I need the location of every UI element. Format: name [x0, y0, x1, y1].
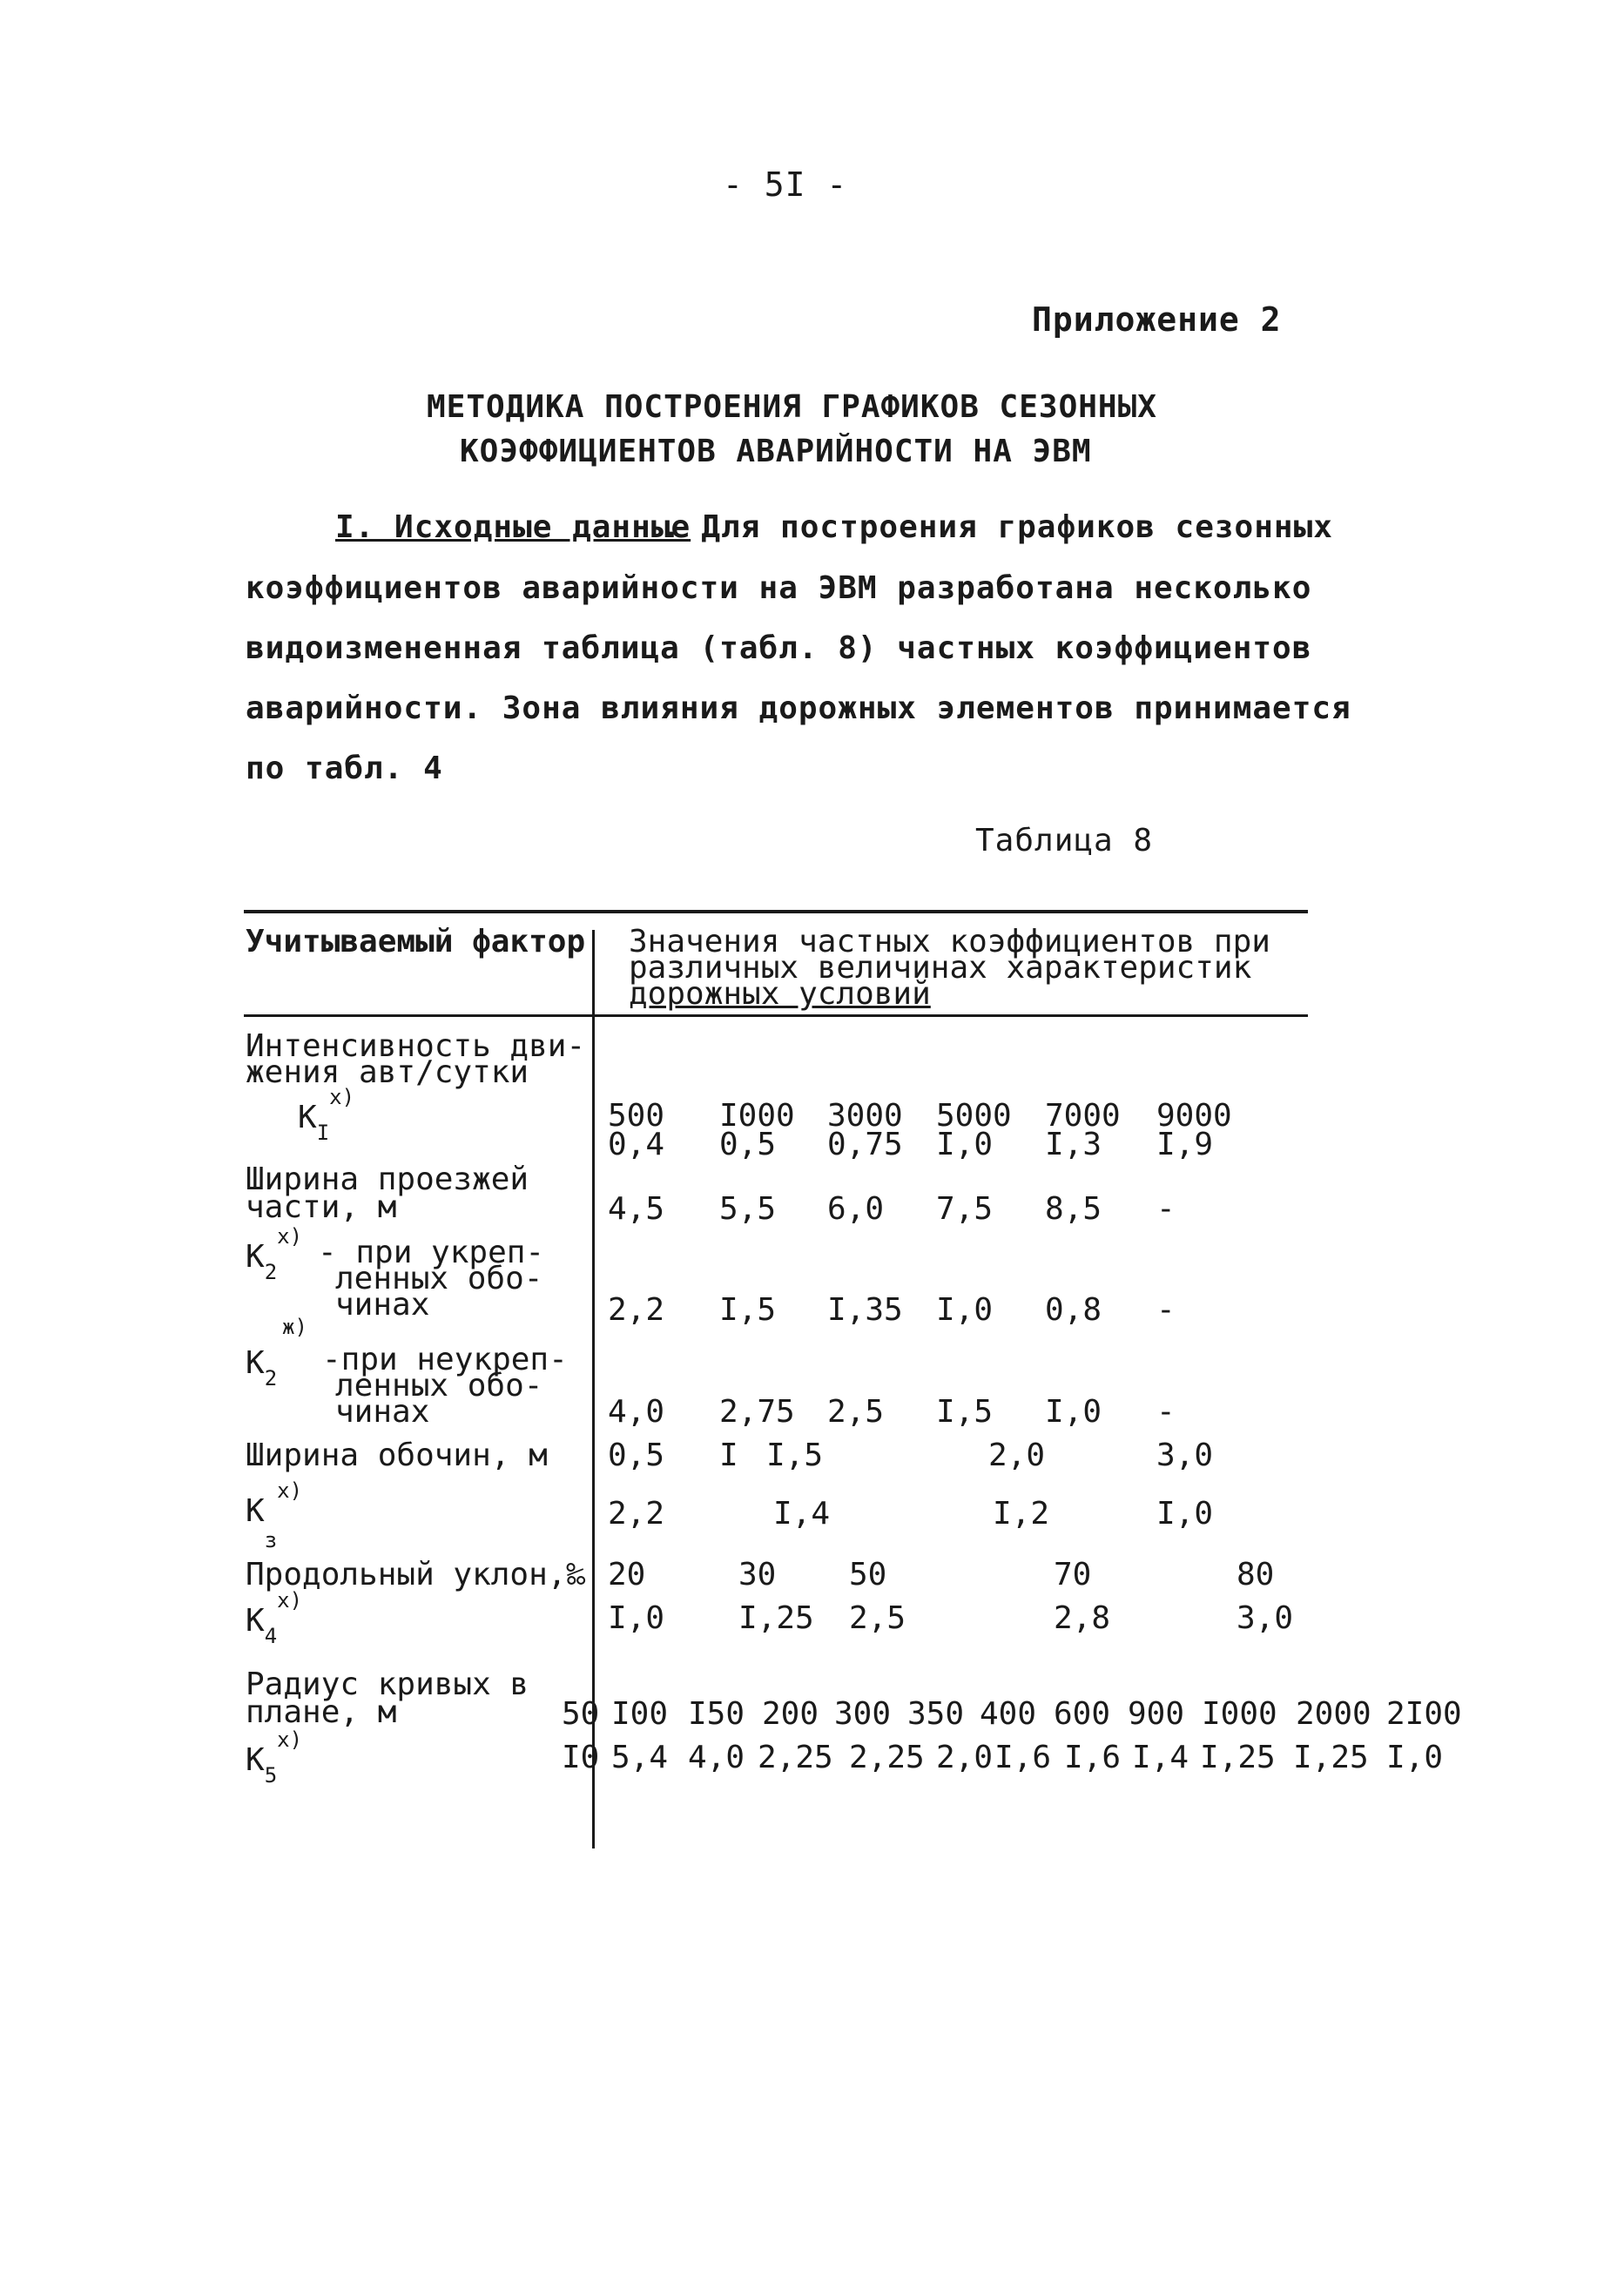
table-cell: 2,5: [849, 1600, 906, 1636]
table-cell: 2,8: [1054, 1600, 1111, 1636]
paragraph-line-1: . Для построения графиков сезонных: [662, 509, 1333, 545]
table-cell: 6,0: [827, 1191, 885, 1227]
table-cell: I,3: [1045, 1127, 1102, 1162]
paragraph-line-5: по табл. 4: [246, 751, 443, 786]
table-cell: 70: [1054, 1557, 1092, 1593]
table-cell: 2,2: [608, 1496, 665, 1532]
factor-k2-strengthened-label-3: чинах: [335, 1287, 430, 1323]
column-header-factor: Учитываемый фактор: [246, 924, 586, 960]
table-cell: 50: [849, 1557, 887, 1593]
table-cell: 4,5: [608, 1191, 665, 1227]
table-cell: I,35: [827, 1292, 903, 1328]
factor-k2-unstrengthened-label-3: чинах: [335, 1394, 430, 1430]
table-cell: I,0: [1156, 1496, 1214, 1532]
paragraph-line-3: видоизмененная таблица (табл. 8) частных коэффициентов: [246, 630, 1312, 666]
table-cell: 80: [1237, 1557, 1275, 1593]
table-cell: 0,8: [1045, 1292, 1102, 1328]
table-cell: 50: [562, 1696, 600, 1732]
table-cell: 500: [608, 1098, 665, 1134]
table-cell: 2,25: [849, 1740, 925, 1775]
title-line-1: МЕТОДИКА ПОСТРОЕНИЯ ГРАФИКОВ СЕЗОННЫХ: [427, 389, 1157, 425]
coefficient-k2b-symbol: ж): [282, 1315, 307, 1339]
title-line-2: КОЭФФИЦИЕНТОВ АВАРИЙНОСТИ НА ЭВМ: [460, 434, 1092, 469]
table-cell: 4,0: [688, 1740, 745, 1775]
table-cell: I50: [688, 1696, 745, 1732]
table-cell: 0,5: [608, 1438, 665, 1473]
paragraph-line-4: аварийности. Зона влияния дорожных элементов принимается: [246, 690, 1351, 726]
paragraph-line-2: коэффициентов аварийности на ЭВМ разработана несколько: [246, 570, 1312, 606]
factor-intensity-label-2: жения авт/сутки: [246, 1054, 529, 1090]
table-cell: 3,0: [1156, 1438, 1214, 1473]
table-cell: 2,75: [719, 1394, 795, 1430]
table-cell: I,9: [1156, 1127, 1214, 1162]
factor-shoulder-label: Ширина обочин, м: [246, 1438, 548, 1473]
table-cell: I,4: [773, 1496, 831, 1532]
table-cell: I,25: [1293, 1740, 1369, 1775]
factor-intensity-label-1: Интенсивность дви-: [246, 1028, 586, 1064]
coefficient-k2b-main: $К_2$: [246, 1345, 278, 1391]
factor-k2-strengthened-label-2: ленных обо-: [335, 1261, 543, 1296]
table-cell: I00: [611, 1696, 669, 1732]
table-cell: I,0: [608, 1600, 665, 1636]
factor-k2-strengthened-label-1: - при укреп-: [318, 1235, 545, 1270]
table-cell: 20: [608, 1557, 646, 1593]
table-cell: 4,0: [608, 1394, 665, 1430]
table-cell: I,25: [1200, 1740, 1276, 1775]
table-cell: 0,4: [608, 1127, 665, 1162]
table-cell: 200: [762, 1696, 819, 1732]
table-cell: I,6: [1064, 1740, 1122, 1775]
table-cell: I,5: [766, 1438, 824, 1473]
table-cell: I,0: [1386, 1740, 1444, 1775]
table-cell: 2,25: [758, 1740, 833, 1775]
factor-radius-label-1: Радиус кривых в: [246, 1667, 529, 1702]
appendix-label: Приложение 2: [1032, 300, 1282, 339]
factor-radius-label-2: плане, м: [246, 1694, 397, 1730]
column-header-values-2: различных величинах характеристик: [629, 950, 1252, 986]
column-header-values-3: дорожных условий: [629, 976, 931, 1012]
page-number: - 5I -: [723, 165, 848, 204]
factor-k2-unstrengthened-label-1: -при неукреп-: [322, 1342, 568, 1377]
table-cell: 2I00: [1386, 1696, 1462, 1732]
table-cell: 600: [1054, 1696, 1111, 1732]
column-header-values-1: Значения частных коэффициентов при: [629, 924, 1270, 960]
table-cell: 5,4: [611, 1740, 669, 1775]
factor-carriageway-label-1: Ширина проезжей: [246, 1162, 529, 1197]
table-caption: Таблица 8: [975, 823, 1154, 859]
table-cell: 5,5: [719, 1191, 777, 1227]
table-cell: 300: [834, 1696, 892, 1732]
coefficient-k5-symbol: $К_5^{х)}$: [246, 1727, 303, 1788]
coefficient-k3-symbol: $К_з^{х)}$: [246, 1478, 303, 1553]
table-cell: 2,0: [936, 1740, 994, 1775]
coefficient-k4-symbol: $К_4^{х)}$: [246, 1588, 303, 1649]
table-cell: 3000: [827, 1098, 903, 1134]
section-heading: I. Исходные данные: [335, 509, 691, 545]
table-cell: 8,5: [1045, 1191, 1102, 1227]
table-cell: 7000: [1045, 1098, 1121, 1134]
table-cell: I0: [562, 1740, 600, 1775]
table-cell: 350: [907, 1696, 965, 1732]
table-cell: 0,5: [719, 1127, 777, 1162]
table-cell: -: [1156, 1292, 1176, 1328]
table-cell: 3,0: [1237, 1600, 1294, 1636]
table-cell: I,4: [1132, 1740, 1189, 1775]
coefficient-k1-symbol: $К_I^{х)}$: [298, 1085, 355, 1146]
table-header-rule: [244, 1014, 1308, 1017]
table-cell: 5000: [936, 1098, 1012, 1134]
table-cell: -: [1156, 1191, 1176, 1227]
table-cell: 7,5: [936, 1191, 994, 1227]
table-top-rule: [244, 910, 1308, 913]
table-cell: 2000: [1296, 1696, 1371, 1732]
table-cell: 400: [980, 1696, 1037, 1732]
table-cell: 2,2: [608, 1292, 665, 1328]
table-cell: I,5: [936, 1394, 994, 1430]
table-cell: I000: [719, 1098, 795, 1134]
coefficient-k2-symbol: $К_2^{х)}$: [246, 1224, 303, 1285]
table-cell: 900: [1128, 1696, 1185, 1732]
table-cell: I,6: [994, 1740, 1052, 1775]
table-cell: 9000: [1156, 1098, 1232, 1134]
table-cell: I: [719, 1438, 738, 1473]
table-cell: I000: [1202, 1696, 1277, 1732]
table-cell: I,0: [936, 1292, 994, 1328]
table-cell: I,25: [738, 1600, 814, 1636]
table-cell: 0,75: [827, 1127, 903, 1162]
table-cell: 2,0: [988, 1438, 1046, 1473]
table-cell: I,5: [719, 1292, 777, 1328]
factor-gradient-label: Продольный уклон,‰: [246, 1557, 586, 1593]
table-cell: I,2: [993, 1496, 1050, 1532]
table-cell: 2,5: [827, 1394, 885, 1430]
table-cell: I,0: [1045, 1394, 1102, 1430]
table-cell: 30: [738, 1557, 777, 1593]
table-cell: -: [1156, 1394, 1176, 1430]
factor-carriageway-label-2: части, м: [246, 1189, 397, 1225]
table-cell: I,0: [936, 1127, 994, 1162]
factor-k2-unstrengthened-label-2: ленных обо-: [335, 1368, 543, 1404]
